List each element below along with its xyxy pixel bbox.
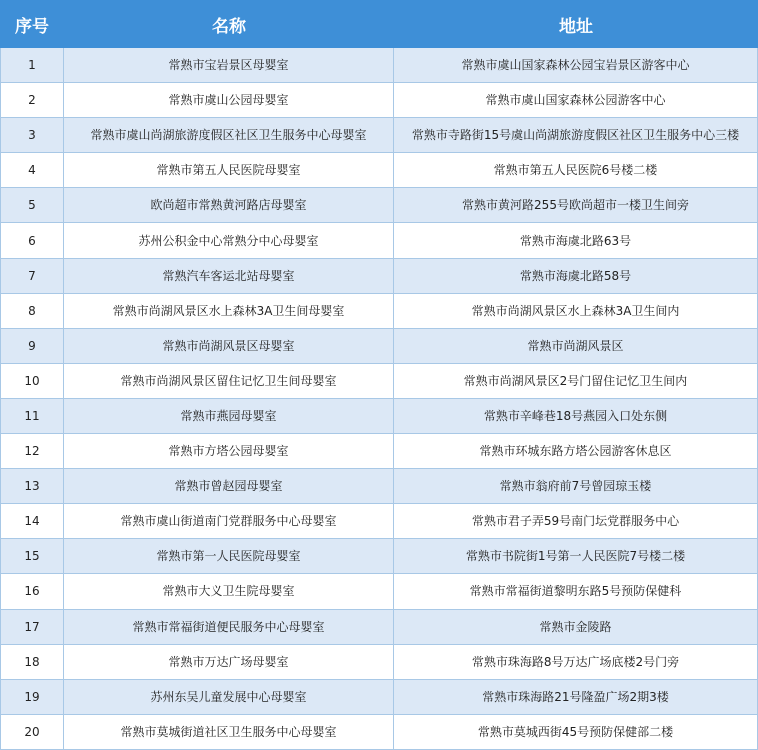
cell-number: 3 <box>0 118 64 153</box>
cell-number: 16 <box>0 574 64 609</box>
table-row <box>0 188 758 223</box>
cell-name: 常熟市莫城街道社区卫生服务中心母婴室 <box>64 715 394 750</box>
header-number: 序号 <box>15 16 49 37</box>
cell-name: 常熟市虞山街道南门党群服务中心母婴室 <box>64 504 394 539</box>
cell-address: 常熟市君子弄59号南门坛党群服务中心 <box>394 504 758 539</box>
table-row <box>0 83 758 118</box>
cell-name: 常熟市虞山公园母婴室 <box>64 83 394 118</box>
table-row <box>0 504 758 539</box>
cell-number: 1 <box>0 48 64 83</box>
table-row <box>0 294 758 329</box>
cell-address: 常熟市尚湖风景区2号门留住记忆卫生间内 <box>394 364 758 399</box>
cell-name: 常熟市方塔公园母婴室 <box>64 434 394 469</box>
cell-address: 常熟市黄河路255号欧尚超市一楼卫生间旁 <box>394 188 758 223</box>
cell-number: 10 <box>0 364 64 399</box>
cell-number: 5 <box>0 188 64 223</box>
header-address: 地址 <box>559 16 593 37</box>
table-row <box>0 153 758 188</box>
cell-address: 常熟市海虞北路63号 <box>394 223 758 258</box>
cell-name: 苏州公积金中心常熟分中心母婴室 <box>64 223 394 258</box>
cell-address: 常熟市环城东路方塔公园游客休息区 <box>394 434 758 469</box>
cell-address: 常熟市辛峰巷18号燕园入口处东侧 <box>394 399 758 434</box>
table-row <box>0 48 758 83</box>
cell-address: 常熟市尚湖风景区水上森林3A卫生间内 <box>394 294 758 329</box>
cell-name: 常熟市大义卫生院母婴室 <box>64 574 394 609</box>
cell-address: 常熟市海虞北路58号 <box>394 259 758 294</box>
header-name: 名称 <box>212 16 246 37</box>
cell-address: 常熟市尚湖风景区 <box>394 329 758 364</box>
cell-number: 13 <box>0 469 64 504</box>
cell-name: 常熟市万达广场母婴室 <box>64 645 394 680</box>
cell-number: 14 <box>0 504 64 539</box>
table-row <box>0 118 758 153</box>
cell-address: 常熟市莫城西街45号预防保健部二楼 <box>394 715 758 750</box>
table-header <box>0 0 758 48</box>
cell-number: 6 <box>0 223 64 258</box>
cell-number: 18 <box>0 645 64 680</box>
table-row <box>0 645 758 680</box>
cell-name: 常熟市尚湖风景区留住记忆卫生间母婴室 <box>64 364 394 399</box>
cell-address: 常熟市翁府前7号曾园琼玉楼 <box>394 469 758 504</box>
table-row <box>0 364 758 399</box>
cell-name: 常熟市尚湖风景区水上森林3A卫生间母婴室 <box>64 294 394 329</box>
cell-name: 苏州东吴儿童发展中心母婴室 <box>64 680 394 715</box>
table-row <box>0 469 758 504</box>
cell-address: 常熟市书院街1号第一人民医院7号楼二楼 <box>394 539 758 574</box>
table-row <box>0 223 758 258</box>
table-row <box>0 539 758 574</box>
table-row <box>0 715 758 750</box>
cell-number: 11 <box>0 399 64 434</box>
cell-address: 常熟市常福街道黎明东路5号预防保健科 <box>394 574 758 609</box>
cell-name: 常熟市燕园母婴室 <box>64 399 394 434</box>
table-row <box>0 434 758 469</box>
cell-number: 19 <box>0 680 64 715</box>
cell-number: 7 <box>0 259 64 294</box>
cell-number: 20 <box>0 715 64 750</box>
cell-number: 15 <box>0 539 64 574</box>
table-row <box>0 399 758 434</box>
cell-address: 常熟市第五人民医院6号楼二楼 <box>394 153 758 188</box>
cell-name: 常熟市第五人民医院母婴室 <box>64 153 394 188</box>
table-row <box>0 680 758 715</box>
cell-address: 常熟市虞山国家森林公园宝岩景区游客中心 <box>394 48 758 83</box>
cell-name: 常熟市曾赵园母婴室 <box>64 469 394 504</box>
table-row <box>0 610 758 645</box>
cell-number: 8 <box>0 294 64 329</box>
cell-name: 欧尚超市常熟黄河路店母婴室 <box>64 188 394 223</box>
cell-number: 2 <box>0 83 64 118</box>
cell-number: 9 <box>0 329 64 364</box>
cell-name: 常熟市常福街道便民服务中心母婴室 <box>64 610 394 645</box>
cell-name: 常熟市第一人民医院母婴室 <box>64 539 394 574</box>
cell-address: 常熟市珠海路21号隆盈广场2期3楼 <box>394 680 758 715</box>
cell-name: 常熟市虞山尚湖旅游度假区社区卫生服务中心母婴室 <box>64 118 394 153</box>
cell-name: 常熟市宝岩景区母婴室 <box>64 48 394 83</box>
cell-number: 12 <box>0 434 64 469</box>
table-row <box>0 329 758 364</box>
cell-name: 常熟汽车客运北站母婴室 <box>64 259 394 294</box>
table-row <box>0 574 758 609</box>
cell-name: 常熟市尚湖风景区母婴室 <box>64 329 394 364</box>
cell-address: 常熟市金陵路 <box>394 610 758 645</box>
cell-number: 4 <box>0 153 64 188</box>
cell-address: 常熟市虞山国家森林公园游客中心 <box>394 83 758 118</box>
table-body <box>0 48 758 750</box>
cell-number: 17 <box>0 610 64 645</box>
cell-address: 常熟市寺路街15号虞山尚湖旅游度假区社区卫生服务中心三楼 <box>394 118 758 153</box>
table-row <box>0 259 758 294</box>
cell-address: 常熟市珠海路8号万达广场底楼2号门旁 <box>394 645 758 680</box>
